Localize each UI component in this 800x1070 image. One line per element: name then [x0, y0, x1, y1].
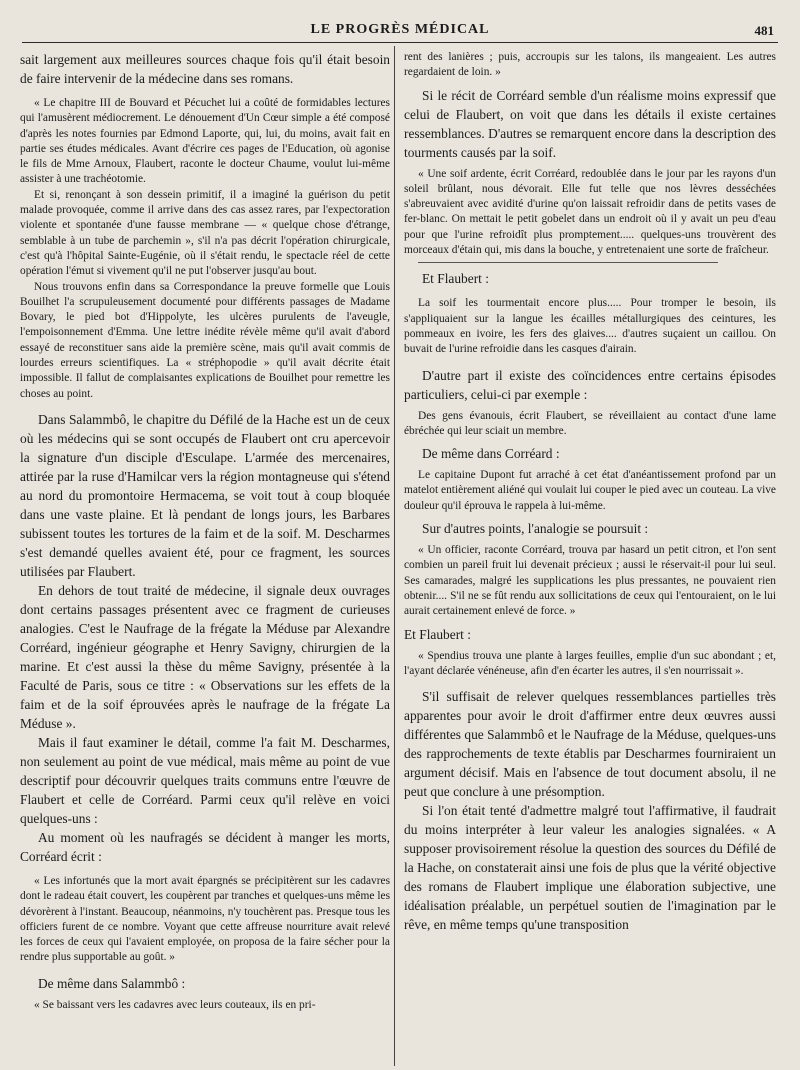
paragraph: De même dans Corréard : — [422, 446, 560, 462]
quote-paragraph: La soif les tourmentait encore plus..... Pour tromper le besoin, ils s'appliquaient sur la langue les écailles métallurgiques des ceintures, les pommeaux en ivoire, les fers des glaives.... d'autres suçaient un caillou. On buvait de l'urine refroidie dans les casques d'airain. — [404, 297, 776, 356]
quote-paragraph: Le capitaine Dupont fut arraché à cet état d'anéantissement profond par un matelot entièrement aliéné qui voulait lui couper le pied avec un couteau. La vive douleur qu'il éprouva le rappela à lui-même. — [404, 469, 776, 512]
quote-paragraph: rent des lanières ; puis, accroupis sur les talons, ils mangeaient. Les autres regardaient de loin. » — [404, 51, 776, 79]
paragraph: Si le récit de Corréard semble d'un réalisme moins expressif que celui de Flaubert, on voit que dans les détails il existe certaines ressemblances. D'autres se remarquent encore dans la description des tourments causés par la soif. — [404, 87, 776, 160]
paragraph: D'autre part il existe des coïncidences entre certains épisodes particuliers, celui-ci par exemple : — [404, 367, 776, 402]
quote-paragraph: « Un officier, raconte Corréard, trouva par hasard un petit citron, et l'on sent combien un pareil fruit lui devenait précieux ; aussi le réservait-il pour lui seul. Ses camarades, malgré les supplications les plus pressantes, ne pouvaient rien obtenir.... S'il ne se fût rendu aux sollicitations de ceux qui l'entouraient, on le lui aurait certainement enlevé de force. » — [404, 544, 776, 618]
quote-paragraph: « Spendius trouva une plante à larges feuilles, emplie d'un suc abondant ; et, l'ayant déclarée vénéneuse, afin d'en écarter les autres, il s'en nourrissait ». — [404, 649, 776, 677]
quote-paragraph: Nous trouvons enfin dans sa Correspondance la preuve formelle que Louis Bouilhet l'a scrupuleusement documenté pour différents passages de Madame Bovary, le pied bot d'Hippolyte, les ulcères purulents de l'aveugle, l'empoisonnement d'Emma. Une lettre inédite révèle même qu'il avait d'abord essayé de reconstituer sans aide la première scène, mais qu'il avait commis de lourdes erreurs scientifiques. La « stréphopodie » qu'il avait décrite était impossible. Il fallut de complaisantes explications de Bouilhet pour remettre les choses au point. — [20, 280, 390, 400]
journal-title: LE PROGRÈS MÉDICAL — [310, 22, 490, 37]
running-header — [22, 20, 778, 43]
page-number: 481 — [754, 23, 774, 38]
quote-paragraph: « Le chapitre III de Bouvard et Pécuchet lui a coûté de formidables lectures qui l'amusèrent médiocrement. Le dénouement d'Un Cœur simple a été composé d'après les notes fournies par Edmond Laporte, qui, lui, du moins, avait fait en partie ses études médicales. Avant d'écrire ces pages de l'Education, où agonise le fils de Mme Arnoux, Flaubert, raconte le docteur Chaume, voulut lui-même assister à une trachéotomie. — [20, 97, 390, 186]
paragraph: Mais il faut examiner le détail, comme l'a fait M. Descharmes, non seulement au point de vue médical, mais même au point de vue descriptif pour découvrir quelques traits communs entre l'œuvre de Flaubert et celle de Corréard. Parmi ceux qu'il relève en voici quelques-uns : — [20, 734, 390, 826]
column-divider — [394, 46, 395, 1066]
paragraph: Et Flaubert : — [404, 626, 471, 642]
quote-paragraph: Et si, renonçant à son dessein primitif, il a imaginé la guérison du petit malade provoquée, comme il arrive dans des cas assez rares, par l'expectoration violente et spontanée d'une fausse membrane — « quelque chose d'étrange, semblable à un tube de parchemin », s'il n'a pas décrit l'opération chirurgicale, c'est qu'à l'hôpital Sainte-Eugénie, où il s'était rendu, le spectacle réel de cette opération l'émut si vivement qu'il ne put l'observer jusqu'au bout. — [20, 188, 390, 278]
left-column — [20, 50, 390, 1065]
separator-rule — [418, 262, 718, 263]
quote-paragraph: « Une soif ardente, écrit Corréard, redoublée dans le jour par les rayons d'un soleil brûlant, nous dévorait. Elle fut telle que nos lèvres desséchées s'abreuvaient avec avidité d'urine qu'on laissait refroidir dans de petits vases de fer-blanc. On mettait le petit gobelet dans un endroit où il y avait un peu d'eau pour que l'urine refroidît plus promptement..... quelques-uns trouvèrent des morceaux d'étain qui, mis dans la bouche, y entretenaient une sorte de fraîcheur. — [404, 167, 776, 257]
quote-paragraph: Des gens évanouis, écrit Flaubert, se réveillaient au contact d'une lame ébréchée qui leur sciait un membre. — [404, 409, 776, 437]
paragraph: Sur d'autres points, l'analogie se poursuit : — [422, 521, 649, 537]
quote-paragraph: « Se baissant vers les cadavres avec leurs couteaux, ils en pri- — [34, 998, 316, 1011]
paragraph: Dans Salammbô, le chapitre du Défilé de la Hache est un de ceux où les médecins qui se sont occupés de Flaubert ont cru apercevoir la signature d'un disciple d'Esculape. L'armée des mercenaires, attirée par la ruse d'Hamilcar vers la région montagneuse qui s'étend au nord du promontoire Hermacema, se voit tout à coup bloquée dans une vaste plaine. Et là pendant de longs jours, les Barbares subissent toutes les tortures de la faim et de la soif. M. Descharmes s'est demandé quelles avaient été, pour ce fragment, les sources utilisées par Flaubert. — [20, 411, 390, 579]
paragraph: S'il suffisait de relever quelques ressemblances partielles très apparentes pour avoir le droit d'affirmer entre deux œuvres aussi différentes que Salammbô et le Naufrage de la Méduse, quelques-uns des rapprochements de texte établis par Descharmes fourniraient un argument décisif. Mais en l'absence de tout document absolu, il ne peut que conclure à une présomption. — [404, 689, 776, 800]
paragraph: sait largement aux meilleures sources chaque fois qu'il était besoin de faire intervenir de la médecine dans ses romans. — [20, 52, 390, 86]
paragraph: Et Flaubert : — [422, 271, 489, 287]
paragraph: Au moment où les naufragés se décident à manger les morts, Corréard écrit : — [20, 829, 390, 864]
right-column — [404, 50, 776, 1065]
paragraph: Si l'on était tenté d'admettre malgré tout l'affirmative, il faudrait du moins interpréter à leur valeur les analogies signalées. « A supposer provisoirement résolue la question des sources du Défilé de la Hache, on constaterait ainsi une fois de plus que la vérité objective des romans de Flaubert implique une élaboration subjective, une idéalisation préalable, un perpétuel soutien de l'imagination par le rêve, en même temps qu'une transposition — [404, 803, 776, 933]
paragraph: De même dans Salammbô : — [38, 975, 186, 991]
paragraph: En dehors de tout traité de médecine, il signale deux ouvrages dont certains passages présentent avec ce fragment de curieuses analogies. C'est le Naufrage de la frégate la Méduse par Alexandre Corréard, ingénieur géographe et Henry Savigny, chirurgien de la marine. Et c'est aussi la thèse du même Savigny, présentée à la Faculté de Paris, sous ce titre : « Observations sur les effets de la faim et de la soif éprouvées après le naufrage de la frégate La Méduse ». — [20, 582, 390, 731]
quote-paragraph: « Les infortunés que la mort avait épargnés se précipitèrent sur les cadavres dont le radeau était couvert, les coupèrent par tranches et quelques-uns même les dévorèrent à l'instant. Beaucoup, néanmoins, n'y touchèrent pas. Presque tous les officiers furent de ce nombre. Voyant que cette affreuse nourriture avait relevé les forces de ceux qui l'avaient employée, on proposa de la faire sécher pour la rendre plus supportable au goût. » — [20, 874, 390, 964]
